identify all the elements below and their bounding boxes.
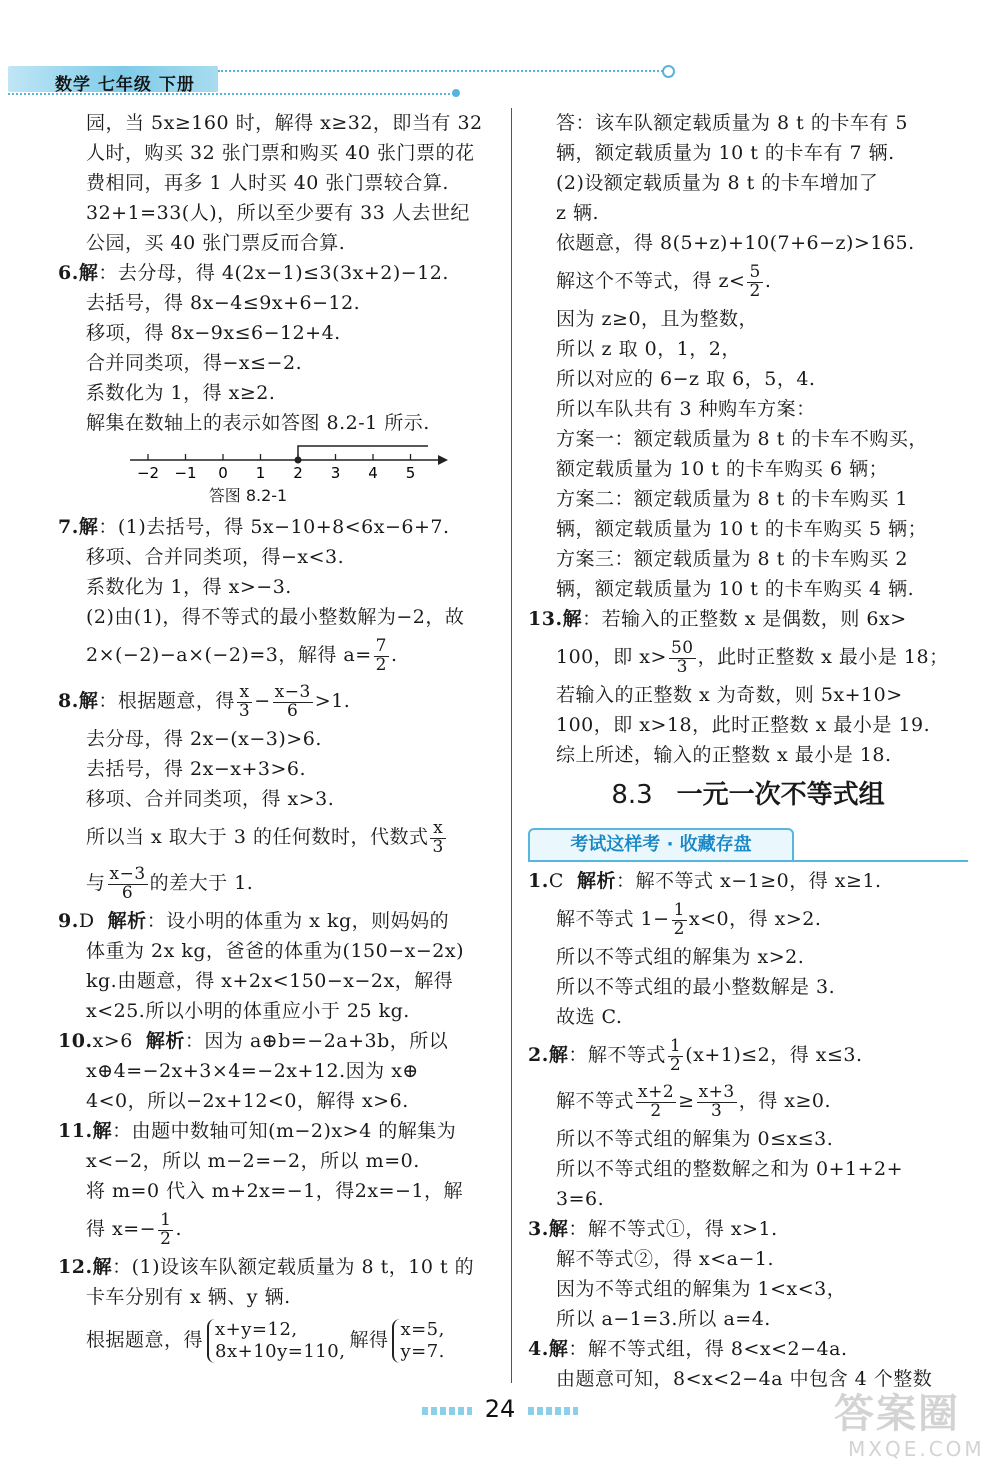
question-10 (58, 1026, 498, 1056)
tick-label: −1 (174, 464, 197, 482)
question-1 (528, 866, 968, 896)
text: ：由题中数轴可知(m−2)x>4 的解集为 (112, 1120, 457, 1142)
section-title (528, 770, 968, 820)
numerator: x (430, 820, 445, 839)
number-line-svg (58, 438, 498, 484)
text-line: 人时，购买 32 张门票和购买 40 张门票的花 (86, 142, 475, 164)
question-number: 10. (58, 1030, 93, 1052)
text-line: 所以 z 取 0，1，2， (556, 338, 741, 360)
question-13 (528, 604, 968, 634)
question-number: 7. (58, 516, 79, 538)
analysis-label: 解析 (107, 910, 147, 932)
question-number: 13. (528, 608, 563, 630)
text-line: 体重为 2x kg，爸爸的体重为(150−x−2x) (86, 940, 465, 962)
text: ：解不等式①，得 x>1. (568, 1218, 778, 1240)
text: 100，即 x> (556, 646, 667, 668)
text-line: 解不等式②，得 x<a−1. (556, 1248, 775, 1270)
page-number: 24 (484, 1395, 516, 1423)
text: 所以当 x 取大于 3 的任何数时，代数式 (86, 826, 429, 848)
answer-label: 解 (78, 516, 99, 538)
text: ：设小明的体重为 x kg，则妈妈的 (146, 910, 450, 932)
equation: x+y=12, (215, 1319, 298, 1340)
fraction (668, 1035, 683, 1075)
choice-answer: C (548, 870, 564, 892)
text-line: 所以对应的 6−z 取 6，5，4. (556, 368, 816, 390)
text-line: 所以 a−1=3.所以 a=4. (556, 1308, 771, 1330)
question-12 (58, 1252, 498, 1282)
banner-row (528, 820, 968, 866)
question-number: 2. (528, 1044, 549, 1066)
choice-answer: D (78, 910, 95, 932)
header-dot-icon (452, 89, 460, 97)
answer-label: 解 (78, 690, 99, 712)
header-rule (218, 70, 666, 72)
text: (x+1)≤2，得 x≤3. (685, 1044, 863, 1066)
analysis-label: 解析 (145, 1030, 185, 1052)
number-line-figure (58, 438, 498, 484)
numerator: x+3 (698, 1081, 735, 1102)
solution-ray (298, 446, 428, 460)
answer-label: 解 (92, 1256, 113, 1278)
numerator: x+2 (638, 1081, 675, 1102)
question-8 (58, 678, 498, 724)
question-number: 3. (528, 1218, 549, 1240)
watermark-logo (834, 1392, 984, 1470)
text-line (528, 258, 968, 304)
text-line: 移项、合并同类项，得 x>3. (86, 788, 335, 810)
text: ：因为 a⊕b=−2a+3b，所以 (184, 1030, 449, 1052)
text: . (390, 644, 398, 666)
tick-label: 3 (330, 464, 341, 482)
numerator: 5 (749, 261, 761, 282)
text-line (528, 1078, 968, 1124)
text-line: z 辆. (556, 202, 600, 224)
text-line: 方案一：额定载质量为 8 t 的卡车不购买， (556, 428, 928, 450)
text-line: 卡车分别有 x 辆、y 辆. (86, 1286, 291, 1308)
answer-label: 解 (562, 608, 583, 630)
text-line: 32+1=33(人)，所以至少要有 33 人去世纪 (86, 202, 470, 224)
denominator: 3 (676, 656, 688, 677)
text-line: 依题意，得 8(5+z)+10(7+6−z)>165. (556, 232, 915, 254)
fraction (430, 817, 445, 857)
text: ：解不等式 (568, 1044, 666, 1066)
numerator: 1 (160, 1209, 172, 1230)
text-line: 额定载质量为 10 t 的卡车购买 6 辆； (556, 458, 889, 480)
axis-arrow-icon (438, 455, 448, 465)
text: 与 (86, 872, 106, 894)
text: ：(1)去括号，得 5x−10+8<6x−6+7. (98, 516, 450, 538)
text-line: 去括号，得 2x−x+3>6. (86, 758, 307, 780)
text-line: 合并同类项，得−x≤−2. (86, 352, 303, 374)
denominator: 3 (238, 700, 251, 721)
text-line: 100，即 x>18，此时正整数 x 最小是 19. (556, 714, 931, 736)
text: 解这个不等式，得 z< (556, 270, 746, 292)
denominator: 2 (375, 654, 387, 675)
solution-endpoint (295, 457, 302, 464)
left-column (58, 108, 498, 1368)
tick-label: 1 (255, 464, 266, 482)
equation: x=5, (400, 1319, 445, 1340)
numerator: 1 (673, 899, 685, 920)
text-line: 将 m=0 代入 m+2x=−1，得2x=−1，解 (86, 1180, 464, 1202)
text-line (528, 634, 968, 680)
text-line: 辆，额定载质量为 10 t 的卡车购买 5 辆； (556, 518, 928, 540)
tick-label: 4 (368, 464, 378, 482)
text-line: 去括号，得 8x−4≤9x+6−12. (86, 292, 361, 314)
question-number: 11. (58, 1120, 93, 1142)
text-line (58, 632, 498, 678)
text-line: (2)设额定载质量为 8 t 的卡车增加了 (556, 172, 879, 194)
question-number: 6. (58, 262, 79, 284)
text-line: 系数化为 1，得 x≥2. (86, 382, 276, 404)
question-3 (528, 1214, 968, 1244)
denominator: 3 (711, 1100, 723, 1121)
text: x<0，得 x>2. (688, 908, 822, 930)
answer-label: 解 (78, 262, 99, 284)
denominator: 2 (160, 1228, 172, 1249)
question-4 (528, 1334, 968, 1364)
answer-label: 解 (548, 1338, 569, 1360)
question-number: 1. (528, 870, 549, 892)
text-line: 移项、合并同类项，得−x<3. (86, 546, 345, 568)
text: ：解不等式 x−1≥0，得 x≥1. (616, 870, 882, 892)
text-line: 费相同，再多 1 人时买 40 张门票较合算. (86, 172, 449, 194)
fraction (273, 681, 313, 721)
numerator: x−3 (274, 681, 311, 702)
denominator: 6 (287, 700, 299, 721)
analysis-label: 解析 (576, 870, 616, 892)
text: . (175, 1218, 182, 1240)
text-line: 若输入的正整数 x 为奇数，则 5x+10> (556, 684, 903, 706)
text: ，得 x≥0. (738, 1090, 832, 1112)
solution-system (392, 1319, 444, 1363)
text-line: kg.由题意，得 x+2x<150−x−2x，解得 (86, 970, 454, 992)
text-line: x<−2，所以 m−2=−2，所以 m=0. (86, 1150, 420, 1172)
text-line: 解集在数轴上的表示如答图 8.2-1 所示. (86, 412, 430, 434)
banner-rule (528, 860, 968, 862)
text-line: 4<0，所以−2x+12<0，解得 x>6. (86, 1090, 409, 1112)
fraction (672, 899, 687, 939)
fraction (747, 261, 762, 301)
text-line: 因为不等式组的解集为 1<x<3， (556, 1278, 847, 1300)
text-line: 园，当 5x≥160 时，解得 x≥32，即当有 32 (86, 112, 483, 134)
question-number: 4. (528, 1338, 549, 1360)
equation: 8x+10y=110, (215, 1341, 346, 1362)
text-line: 由题意可知，8<x<2−4a 中包含 4 个整数 (556, 1368, 933, 1390)
text-line: x<25.所以小明的体重应小于 25 kg. (86, 1000, 410, 1022)
fraction (374, 635, 389, 675)
footer-decoration-left (422, 1407, 472, 1415)
text-line: 因为 z≥0，且为整数， (556, 308, 759, 330)
text: 根据题意，得 (86, 1329, 204, 1351)
fraction (669, 637, 696, 677)
section-name: 一元一次不等式组 (676, 780, 885, 810)
footer-decoration-right (528, 1407, 578, 1415)
text: 的差大于 1. (149, 872, 254, 894)
question-2 (528, 1032, 968, 1078)
text-line: 方案二：额定载质量为 8 t 的卡车购买 1 (556, 488, 908, 510)
question-6 (58, 258, 498, 288)
section-number: 8.3 (611, 780, 653, 810)
question-11 (58, 1116, 498, 1146)
text: 解得 (349, 1329, 389, 1351)
text-line (58, 860, 498, 906)
right-column (528, 108, 968, 1394)
numerator: 50 (670, 637, 694, 658)
text-line: 所以车队共有 3 种购车方案： (556, 398, 816, 420)
text-line: 辆，额定载质量为 10 t 的卡车有 7 辆. (556, 142, 895, 164)
question-7 (58, 512, 498, 542)
equation-system-line (58, 1312, 498, 1368)
fraction (158, 1209, 173, 1249)
answer-label: 解 (92, 1120, 113, 1142)
header-rule-lower (8, 93, 458, 95)
text-line: 系数化为 1，得 x>−3. (86, 576, 292, 598)
watermark-text: 答案圈 (834, 1391, 960, 1437)
question-9 (58, 906, 498, 936)
text: . (764, 270, 772, 292)
text-line: (2)由(1)，得不等式的最小整数解为−2，故 (86, 606, 465, 628)
text: ≥ (678, 1090, 695, 1112)
watermark-url: MXQE.COM (848, 1437, 985, 1461)
text-line: 所以不等式组的最小整数解是 3. (556, 976, 836, 998)
text-line: x⊕4=−2x+3×4=−2x+12.因为 x⊕ (86, 1060, 419, 1082)
text-line (528, 896, 968, 942)
denominator: 3 (432, 836, 444, 857)
header-ring-icon (662, 65, 675, 78)
text: ：(1)设该车队额定载质量为 8 t，10 t 的 (112, 1256, 475, 1278)
numerator: 7 (375, 635, 387, 656)
text-line: 综上所述，输入的正整数 x 最小是 18. (556, 744, 892, 766)
question-number: 8. (58, 690, 79, 712)
tick-label: −2 (136, 464, 160, 482)
answer-label: 解 (548, 1218, 569, 1240)
denominator: 2 (650, 1100, 662, 1121)
answer-label: 解 (548, 1044, 569, 1066)
text-line: 所以不等式组的整数解之和为 0+1+2+ (556, 1158, 904, 1180)
text-line: 故选 C. (556, 1006, 623, 1028)
text-line: 答：该车队额定载质量为 8 t 的卡车有 5 (556, 112, 908, 134)
text-line: 所以不等式组的解集为 0≤x≤3. (556, 1128, 834, 1150)
tick-label: 0 (218, 464, 228, 482)
fraction (636, 1081, 676, 1121)
text: >1. (314, 690, 351, 712)
equation-system (207, 1319, 345, 1363)
text-line: 公园，买 40 张门票反而合算. (86, 232, 346, 254)
exam-banner: 考试这样考 · 收藏存盘 (528, 828, 794, 862)
text: ：解不等式组，得 8<x<2−4a. (568, 1338, 848, 1360)
text-line: 3=6. (556, 1188, 605, 1210)
denominator: 6 (121, 882, 134, 903)
text: 得 x=− (86, 1218, 157, 1240)
text-line: 方案三：额定载质量为 8 t 的卡车购买 2 (556, 548, 908, 570)
numerator: 1 (669, 1035, 682, 1056)
text: ：根据题意，得 (98, 690, 235, 712)
tick-label: 5 (405, 464, 416, 482)
text-line: 所以不等式组的解集为 x>2. (556, 946, 805, 968)
fraction (237, 681, 252, 721)
text: ：若输入的正整数 x 是偶数，则 6x> (582, 608, 907, 630)
text: 2×(−2)−a×(−2)=3，解得 a= (86, 644, 372, 666)
book-title: 数学 七年级 下册 (55, 75, 195, 95)
denominator: 2 (669, 1054, 682, 1075)
text-line: 辆，额定载质量为 10 t 的卡车购买 4 辆. (556, 578, 915, 600)
text-line: 移项，得 8x−9x≤6−12+4. (86, 322, 341, 344)
text-line (58, 814, 498, 860)
text: − (254, 690, 271, 712)
column-divider (511, 108, 512, 1383)
numerator: x (237, 684, 252, 703)
fill-answer: x>6 (92, 1030, 133, 1052)
text-line: 去分母，得 2x−(x−3)>6. (86, 728, 322, 750)
tick-label: 2 (293, 464, 303, 482)
text: ：去分母，得 4(2x−1)≤3(3x+2)−12. (98, 262, 449, 284)
question-number: 9. (58, 910, 79, 932)
fraction (108, 863, 148, 903)
text: 解不等式 (556, 1090, 635, 1112)
equation: y=7. (400, 1341, 445, 1362)
text: ，此时正整数 x 最小是 18； (697, 646, 949, 668)
text-line (58, 1206, 498, 1252)
denominator: 2 (673, 918, 685, 939)
figure-caption: 答图 8.2-1 (208, 486, 288, 505)
question-number: 12. (58, 1256, 93, 1278)
text: 解不等式 1− (556, 908, 670, 930)
numerator: x−3 (109, 863, 146, 884)
denominator: 2 (749, 280, 761, 301)
fraction (697, 1081, 737, 1121)
page-header (0, 58, 1000, 98)
